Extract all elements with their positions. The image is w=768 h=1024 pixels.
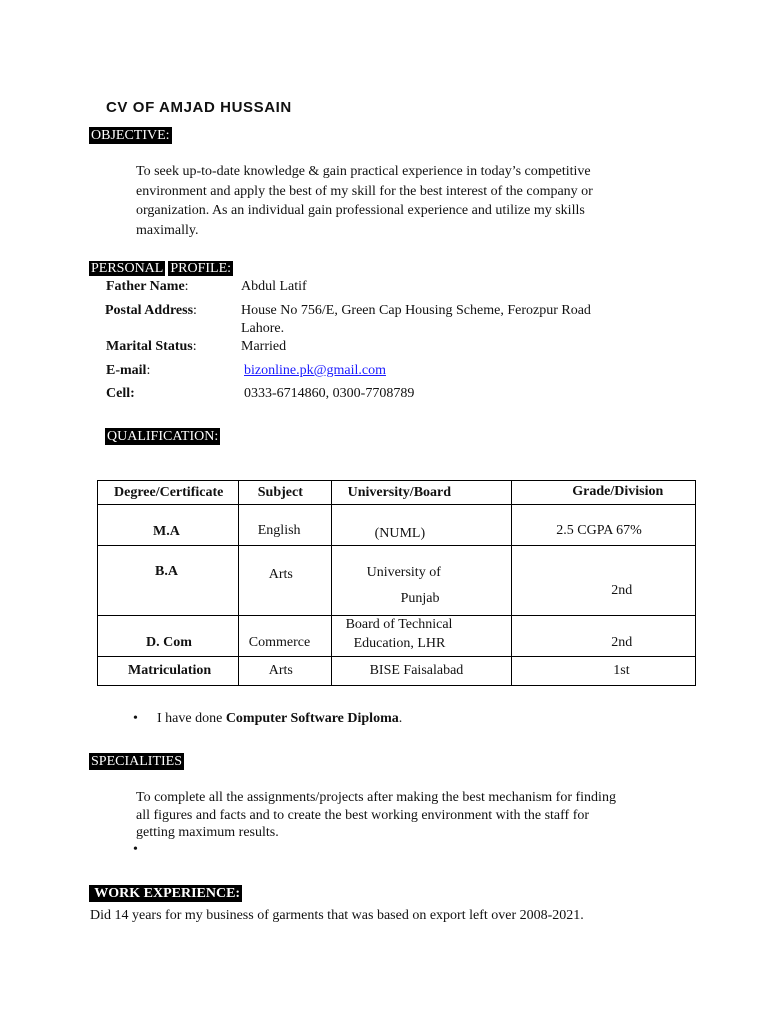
- table-cell: Arts: [238, 546, 331, 616]
- table-row: [98, 657, 696, 686]
- email-label: E-mail:: [106, 363, 151, 378]
- table-cell: 1st: [512, 657, 696, 686]
- personal-profile-heading: [89, 260, 233, 277]
- table-row: [98, 505, 696, 546]
- table-header-cell: Grade/Division: [512, 481, 696, 505]
- objective-line: maximally.: [136, 222, 199, 238]
- father-name-value: Abdul Latif: [241, 279, 307, 294]
- bullet-icon: •: [133, 842, 138, 857]
- work-experience-heading: WORK EXPERIENCE:: [91, 886, 241, 901]
- marital-status-label: Marital Status:: [106, 339, 197, 354]
- specialities-line: all figures and facts and to create the best working environment with the staff for: [136, 807, 590, 823]
- postal-address-label: Postal Address:: [105, 303, 197, 318]
- specialities-line: To complete all the assignments/projects after making the best mechanism for finding: [136, 790, 616, 805]
- table-cell: (NUML): [331, 505, 512, 546]
- table-cell: 2nd: [512, 616, 696, 657]
- objective-line: environment and apply the best of my skill for the best interest of the company or: [136, 183, 593, 199]
- bullet-icon: •: [133, 711, 138, 726]
- table-cell: English: [238, 505, 331, 546]
- table-header-cell: Degree/Certificate: [98, 481, 239, 505]
- cv-title: CV OF AMJAD HUSSAIN: [106, 99, 292, 116]
- table-cell: B.A: [98, 546, 239, 616]
- email-link[interactable]: bizonline.pk@gmail.com: [244, 363, 386, 378]
- postal-address-line1: House No 756/E, Green Cap Housing Scheme, Ferozpur Road: [241, 303, 591, 318]
- objective-line: To seek up-to-date knowledge & gain practical experience in today’s competitive: [136, 164, 591, 179]
- table-header-cell: University/Board: [331, 481, 512, 505]
- qualification-heading: QUALIFICATION:: [107, 429, 219, 444]
- table-cell: D. Com: [98, 616, 239, 657]
- specialities-line: getting maximum results.: [136, 825, 279, 840]
- marital-status-value: Married: [241, 339, 287, 354]
- qualification-table: [97, 480, 696, 686]
- personal-profile-heading-part2: PROFILE:: [170, 261, 232, 276]
- cell-label: Cell:: [106, 386, 135, 401]
- table-row: [98, 546, 696, 616]
- objective-line: organization. As an individual gain professional experience and utilize my skills: [136, 203, 585, 218]
- table-cell: 2nd: [512, 546, 696, 616]
- objective-text: [136, 162, 645, 240]
- work-experience-text: Did 14 years for my business of garments that was based on export left over 2008-2021.: [90, 908, 584, 923]
- personal-profile-heading-part1: PERSONAL: [91, 261, 164, 276]
- table-cell: Commerce: [238, 616, 331, 657]
- father-name-label: Father Name:: [106, 279, 189, 294]
- specialities-text: [136, 789, 696, 842]
- objective-heading: OBJECTIVE:: [91, 128, 170, 143]
- table-cell: Matriculation: [98, 657, 239, 686]
- cell-value: 0333-6714860, 0300-7708789: [244, 386, 415, 401]
- table-row: [98, 616, 696, 657]
- table-cell: Board of Technical Education, LHR: [331, 616, 512, 657]
- table-cell: Arts: [238, 657, 331, 686]
- table-header-row: [98, 481, 696, 505]
- table-cell: BISE Faisalabad: [331, 657, 512, 686]
- email-value[interactable]: [244, 363, 386, 379]
- diploma-line: I have done Computer Software Diploma.: [157, 711, 403, 726]
- table-header-cell: Subject: [238, 481, 331, 505]
- table-cell: M.A: [98, 505, 239, 546]
- table-cell: 2.5 CGPA 67%: [512, 505, 696, 546]
- postal-address-line2: Lahore.: [241, 321, 285, 336]
- specialities-heading: SPECIALITIES: [91, 754, 182, 769]
- table-cell: University of Punjab: [331, 546, 512, 616]
